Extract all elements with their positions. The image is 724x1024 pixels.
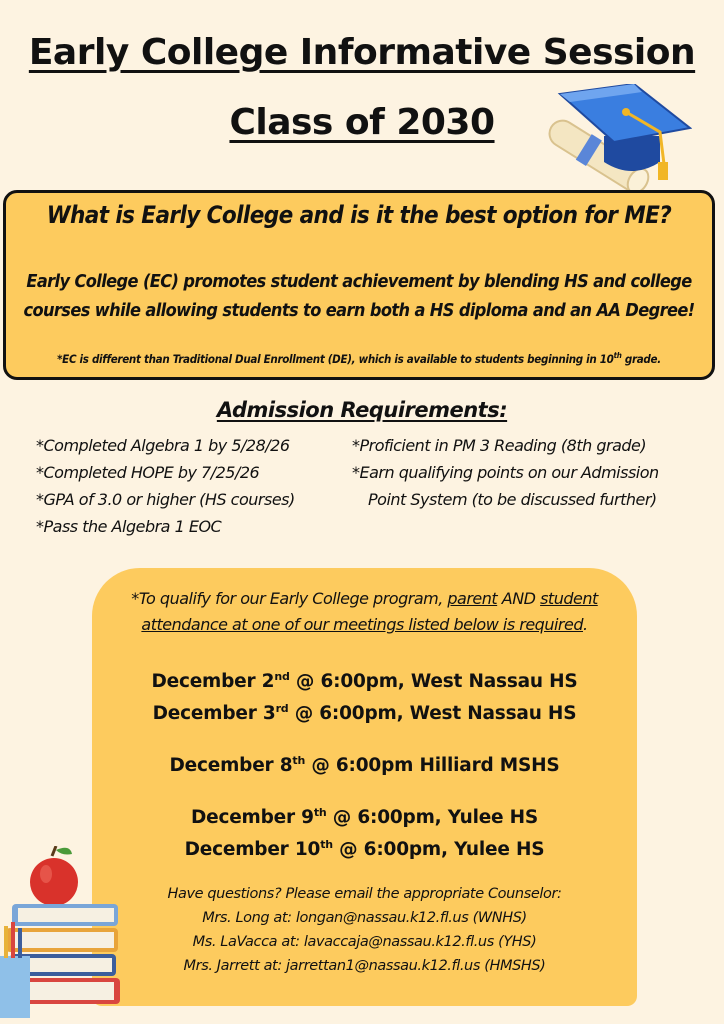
info-body-line: courses while allowing students to earn both a HS diploma and an AA Degree! xyxy=(23,300,695,321)
qualify-parent: parent xyxy=(447,589,498,608)
meetings-box xyxy=(92,568,637,1006)
graduation-cap-icon xyxy=(542,84,692,194)
qualify-and: AND xyxy=(497,589,541,608)
page-title: Early College Informative Session xyxy=(28,32,696,73)
note-suffix: grade. xyxy=(621,351,661,366)
contact-line[interactable]: Mrs. Long at: longan@nassau.k12.fl.us (WNHS) xyxy=(202,910,527,926)
meeting-date: December 10th @ 6:00pm, Yulee HS xyxy=(184,838,545,861)
requirement-item: *Completed HOPE by 7/25/26 xyxy=(36,463,260,482)
qualify-text: *To qualify for our Early College program, xyxy=(131,589,448,608)
meeting-date: December 9th @ 6:00pm, Yulee HS xyxy=(190,806,539,829)
contact-line[interactable]: Ms. LaVacca at: lavaccaja@nassau.k12.fl.us (YHS) xyxy=(192,934,537,950)
requirement-item: *Pass the Algebra 1 EOC xyxy=(36,517,222,536)
info-question: What is Early College and is it the best option for ME? xyxy=(46,201,672,229)
meeting-date: December 2nd @ 6:00pm, West Nassau HS xyxy=(151,670,578,693)
note-sup: th xyxy=(613,351,622,360)
info-body-line: Early College (EC) promotes student achievement by blending HS and college xyxy=(26,271,692,292)
contact-intro: Have questions? Please email the appropriate Counselor: xyxy=(167,886,562,902)
requirement-item: *Earn qualifying points on our Admission xyxy=(352,463,659,482)
info-description xyxy=(12,267,706,325)
requirements-heading: Admission Requirements: xyxy=(216,398,508,422)
books-apple-icon xyxy=(0,846,124,1018)
requirements-left-list xyxy=(36,432,295,540)
requirement-item: *Proficient in PM 3 Reading (8th grade) xyxy=(352,436,647,455)
requirement-item: *GPA of 3.0 or higher (HS courses) xyxy=(36,490,295,509)
qualify-required: attendance at one of our meetings listed below is required xyxy=(141,615,583,634)
meeting-date: December 3rd @ 6:00pm, West Nassau HS xyxy=(152,702,577,725)
counselor-contacts xyxy=(92,882,637,978)
qualify-student: student xyxy=(540,589,598,608)
requirements-right-list xyxy=(352,432,659,513)
contact-line[interactable]: Mrs. Jarrett at: jarrettan1@nassau.k12.fl.us (HMSHS) xyxy=(183,958,546,974)
qualify-notice xyxy=(92,586,637,638)
note-text: *EC is different than Traditional Dual Enrollment (DE), which is available to students beginning in 10 xyxy=(57,351,614,366)
page-subtitle: Class of 2030 xyxy=(229,102,495,143)
requirement-item: *Completed Algebra 1 by 5/28/26 xyxy=(36,436,290,455)
requirement-item-continued: Point System (to be discussed further) xyxy=(368,490,657,509)
qualify-period: . xyxy=(583,615,588,634)
info-note xyxy=(6,351,712,366)
early-college-info-box xyxy=(3,190,715,380)
meeting-date: December 8th @ 6:00pm Hilliard MSHS xyxy=(169,754,560,777)
